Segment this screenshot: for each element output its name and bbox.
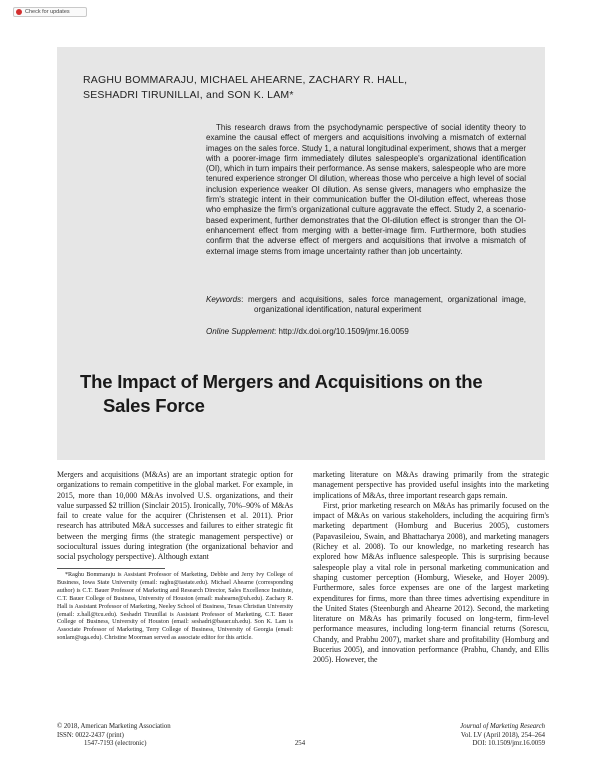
journal-name: Journal of Marketing Research bbox=[460, 723, 545, 730]
issn-electronic: 1547-7193 (electronic) bbox=[84, 740, 147, 748]
check-for-updates-badge[interactable] bbox=[13, 7, 87, 17]
issn-print: ISSN: 0022-2437 (print) bbox=[57, 731, 124, 739]
keywords-label: Keywords bbox=[206, 295, 242, 304]
author-footnote: *Raghu Bommaraju is Assistant Professor of Marketing, Debbie and Jerry Ivy College of Business, Iowa State University (email: raghu@iastate.edu). Michael Ahearne (corresponding author) is C.T. Bauer Professor of Marketing and Research Director, Sales Excellence Institute, C.T. Bauer College of Business, University of Houston (email: mahearne@uh.edu). Zachary R. Hall is Assistant Professor of Marketing, Neeley School of Business, Texas Christian University (email: z.hall@tcu.edu). Seshadri Tirunillai is Assistant Professor of Marketing, C.T. Bauer College of Business, University of Houston (email: seshadri@bauer.uh.edu). Son K. Lam is Associate Professor of Marketing, Terry College of Business, University of Georgia (email: sonlam@uga.edu). Christine Moorman served as associate editor for this article. bbox=[57, 572, 293, 642]
body-column-left bbox=[57, 470, 293, 563]
abstract-text: This research draws from the psychodynamic perspective of social identity theory to examine the causal effect of mergers and acquisitions involving a mismatch of external images on the sales force. Study 1, a natural longitudinal experiment, shows that a merger with a poorer-image firm immediately dilutes salespeople's organizational identification (OI), which in turn impairs their performance. As sense makers, salespeople who are more tenured experience stronger OI dilution, whereas those who perceive a high level of social inclusion experience weaker OI dilution. As sense givers, managers who emphasize the firm's strategic intent in their communication buffer the OI-dilution effect, whereas those who emphasize the firm's organizational culture aggravate the effect. Study 2, a scenario-based experiment, further demonstrates that the OI-dilution effect is stronger than the OI-enhancement effect from merging with a better-image firm. Furthermore, both studies confirm that the adverse effect of mergers and acquisitions that involve a mismatch of external image stems from image uncertainty rather than job uncertainty. bbox=[206, 123, 526, 256]
keywords bbox=[206, 295, 526, 316]
journal-volume: Vol. LV (April 2018), 254–264 bbox=[460, 731, 545, 739]
author-line-1: RAGHU BOMMARAJU, MICHAEL AHEARNE, ZACHARY R. HALL, bbox=[83, 74, 408, 86]
online-supplement-link[interactable]: : http://dx.doi.org/10.1509/jmr.16.0059 bbox=[274, 327, 409, 336]
page-number: 254 bbox=[294, 740, 306, 747]
footnote-divider bbox=[57, 568, 165, 569]
title-line-2: Sales Force bbox=[103, 395, 205, 416]
body-paragraph: Mergers and acquisitions (M&As) are an important strategic option for organizations to remain competitive in the global market. For example, in 2015, more than 10,000 M&As involved U.S. organizations, and their value surpassed $2 trillion (Sinclair 2015). Ironically, 70%–90% of M&As fail to create value for the acquirer (Christensen et al. 2011). Prior research has attributed M&A successes and failures to either strategic fit between the merging firms (the strategic management perspective) or sociocultural issues during integration (the organizational behavior and social psychology perspective). Although extant bbox=[57, 470, 293, 562]
author-list bbox=[83, 73, 523, 103]
body-paragraph: marketing literature on M&As drawing primarily from the strategic management perspective has provided useful insights into the marketing implications of M&As, three important research gaps remain. bbox=[313, 470, 549, 500]
update-icon bbox=[16, 9, 22, 15]
footer-journal-info bbox=[380, 723, 545, 749]
online-supplement bbox=[206, 327, 526, 337]
body-column-right bbox=[313, 470, 549, 666]
title-line-1: The Impact of Mergers and Acquisitions on the bbox=[80, 371, 483, 392]
journal-doi[interactable]: DOI: 10.1509/jmr.16.0059 bbox=[472, 740, 545, 748]
article-title bbox=[80, 370, 550, 418]
author-line-2: SESHADRI TIRUNILLAI, and SON K. LAM* bbox=[83, 89, 294, 101]
body-paragraph: First, prior marketing research on M&As has primarily focused on the impact of M&As on various stakeholders, including the acquiring firm's marketing department (Homburg and Bucerius 2005), customers (Papavasileiou, Swain, and Bhattacharya 2008), and marketing managers (Richey et al. 2008). To our knowledge, no marketing research has explored how M&As influence salespeople. This is surprising because salespeople play a vital role in personal marketing communication and shaping customer perception (Homburg, Wieseke, and Hoyer 2009). Furthermore, sales force expenses are one of the largest marketing expenditures for firms, more than three times advertising expenditure in the United States (Steenburgh and Ahearne 2012). Second, the marketing literature on M&As has primarily focused on long-term, firm-level performance measures, including long-term financial returns (Sorescu, Chandy, and Prabhu 2007), market share and profitability (Homburg and Bucerius 2005), and innovation performance (Prabhu, Chandy, and Ellis 2005). However, the bbox=[313, 500, 549, 665]
online-supplement-label: Online Supplement bbox=[206, 327, 275, 336]
copyright-text: © 2018, American Marketing Association bbox=[57, 723, 171, 730]
badge-label: Check for updates bbox=[25, 9, 70, 15]
keywords-text: : mergers and acquisitions, sales force management, organizational image, organizational identification, natural experiment bbox=[241, 295, 526, 315]
